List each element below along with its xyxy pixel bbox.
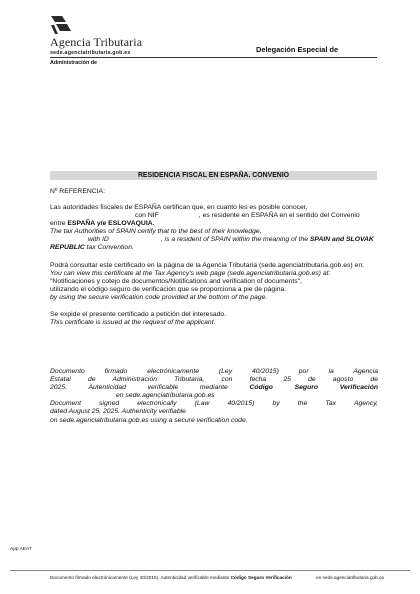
p2-line1: Podrá consultar este certificado en la página de la Agencia Tributaria (sede.agenciatributaria.gob.es) en: (50, 262, 364, 269)
p1-line3a: entre (50, 220, 68, 228)
p1-en-line2-rest: , is a resident of SPAIN within the meaning of the (160, 236, 310, 244)
p2-line3: "Notificaciones y cotejo de documentos/Notifications and verification of documents", (50, 278, 302, 286)
header-divider (50, 57, 377, 58)
p2-line2: You can view this certificate at the Tax Agency's web page (sede.agenciatributaria.gob.es) at: (50, 270, 331, 278)
reference-label: Nº REFERENCIA: (50, 188, 105, 195)
p1-en-line3-rest: tax Convention. (84, 244, 134, 252)
agencia-tributaria-logo-icon (50, 14, 72, 36)
p1-nif-label: con NIF (135, 212, 159, 220)
sig-line7: on sede.agenciatributaria.gob.es using a secure verification code. (50, 416, 248, 424)
sig-csv-label: Código Seguro Verificación (249, 384, 379, 392)
sig-line3 (50, 384, 378, 392)
consult-paragraph (50, 262, 364, 302)
p3-line1: Se expide el presente certificado a petición del interesado. (50, 311, 227, 318)
sig-line5: Document signed electronically (Law 40/2015) by the Tax Agency, (50, 400, 378, 408)
signature-block (50, 368, 378, 425)
p1-en-countries: SPAIN and SLOVAK (309, 236, 374, 244)
sig-line4: en sede.agenciatributaria.gob.es (116, 392, 215, 400)
residency-paragraph (50, 204, 377, 253)
document-title: RESIDENCIA FISCAL EN ESPAÑA. CONVENIO (137, 172, 290, 179)
sig-line1: Documento firmado electrónicamente (Ley 40/2015) por la Agencia (50, 368, 378, 375)
issued-paragraph (50, 311, 226, 327)
p3-line2: This certificate is issued at the request of the applicant. (50, 319, 216, 327)
p1-convenio-countries: ESPAÑA y/e ESLOVAQUIA (67, 220, 153, 228)
delegacion-label: Delegación Especial de (256, 45, 339, 54)
administracion-label: Administración de (50, 60, 98, 66)
p2-line4: utilizando el código seguro de verificación que se proporciona a pie de página. (50, 286, 287, 294)
footer-left-a: Documento firmado electrónicamente (Ley 40/2015). Autenticidad verificable mediante (50, 575, 231, 580)
sig-line6: dated August 25, 2025. Authenticity verifiable (50, 408, 186, 416)
footer-divider (10, 570, 410, 571)
p1-en-line1: The tax Authorities of SPAIN certify that to the best of their knowledge, (50, 228, 262, 236)
p1-en-republic: REPUBLIC (50, 244, 85, 252)
p1-en-id-label: with ID (88, 236, 109, 244)
p1-line2-rest: , es residente en ESPAÑA en el sentido del Convenio (198, 212, 360, 220)
p1-line3c: . (152, 220, 155, 228)
footer-csv-label: Código Seguro Verificación (230, 575, 292, 580)
logo-url: sede.agenciatributaria.gob.es (50, 50, 131, 56)
footer-url: en sede.agenciatributaria.gob.es (316, 575, 385, 580)
sig-line2: Estatal de Administración Tributaria, con fecha 25 de agosto de (50, 376, 378, 384)
footer-signature-note (50, 575, 292, 580)
p1-line1: Las autoridades fiscales de ESPAÑA certifican que, en cuanto les es posible conocer, (50, 204, 308, 211)
app-aeat-label: App AEAT (10, 547, 32, 552)
sig-line3a: 2025. Autenticidad verificable mediante (50, 384, 250, 392)
logo-name: Agencia Tributaria (50, 35, 143, 49)
p2-line5: by using the secure verification code provided at the bottom of the page. (50, 294, 268, 302)
